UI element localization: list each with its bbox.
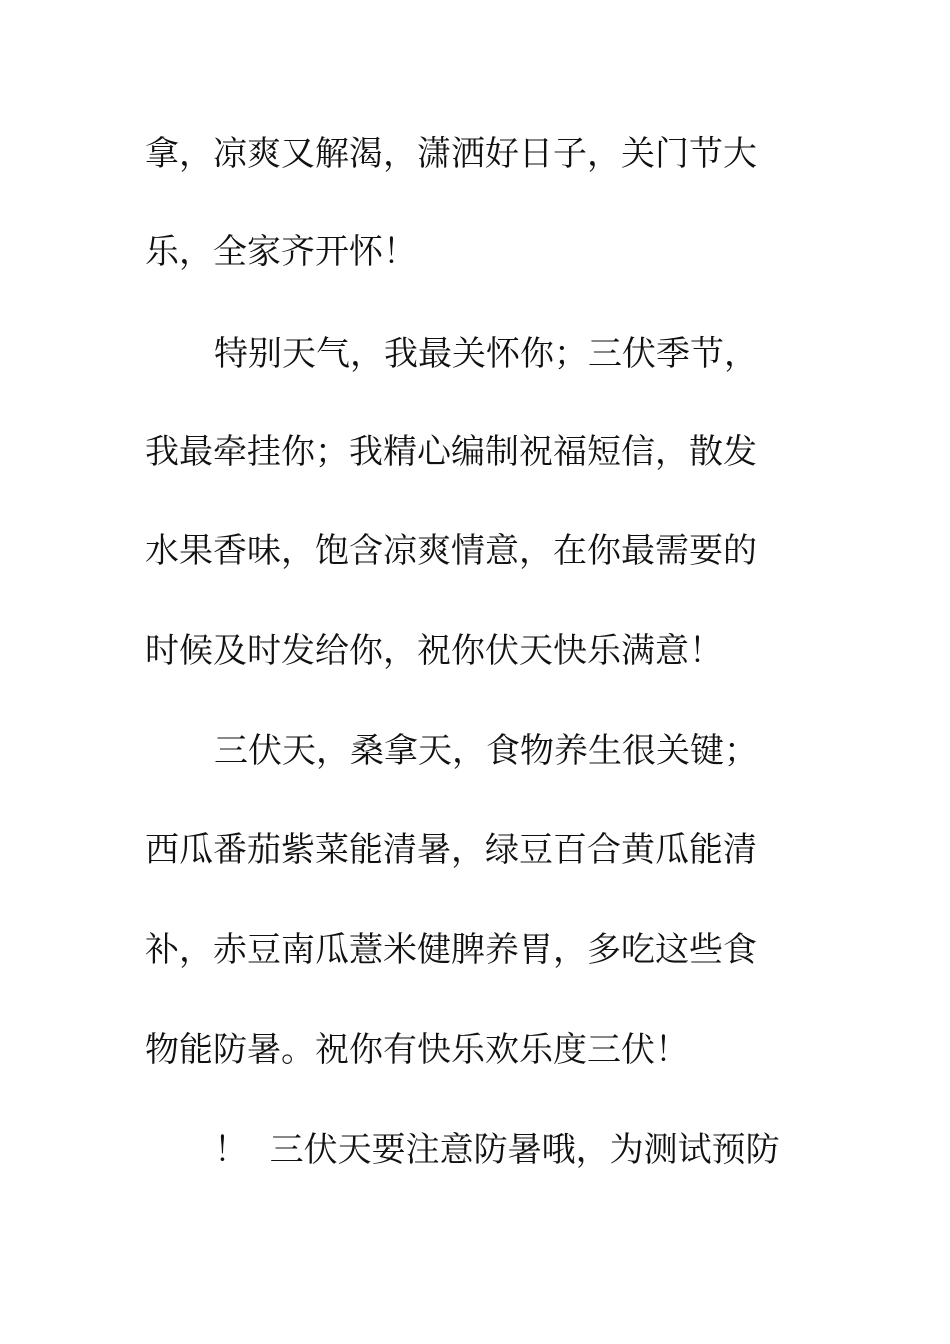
text-line: 拿，凉爽又解渴，潇洒好日子，关门节大 — [145, 134, 757, 174]
paragraph-start-line: ！ 三伏天要注意防暑哦，为测试预防 — [214, 1130, 780, 1170]
text-line: 物能防暑。祝你有快乐欢乐度三伏！ — [145, 1030, 689, 1070]
text-line: 时候及时发给你，祝你伏天快乐满意！ — [145, 631, 723, 671]
paragraph-start-line: 特别天气，我最关怀你；三伏季节， — [214, 334, 758, 374]
text-line: 乐，全家齐开怀！ — [145, 232, 417, 272]
text-line: 我最牵挂你；我精心编制祝福短信，散发 — [145, 432, 757, 472]
paragraph-start-line: 三伏天，桑拿天，食物养生很关键； — [214, 731, 758, 771]
text-line: 补，赤豆南瓜薏米健脾养胃，多吃这些食 — [145, 930, 757, 970]
text-line: 水果香味，饱含凉爽情意，在你最需要的 — [145, 531, 757, 571]
text-line: 西瓜番茄紫菜能清暑，绿豆百合黄瓜能清 — [145, 830, 757, 870]
